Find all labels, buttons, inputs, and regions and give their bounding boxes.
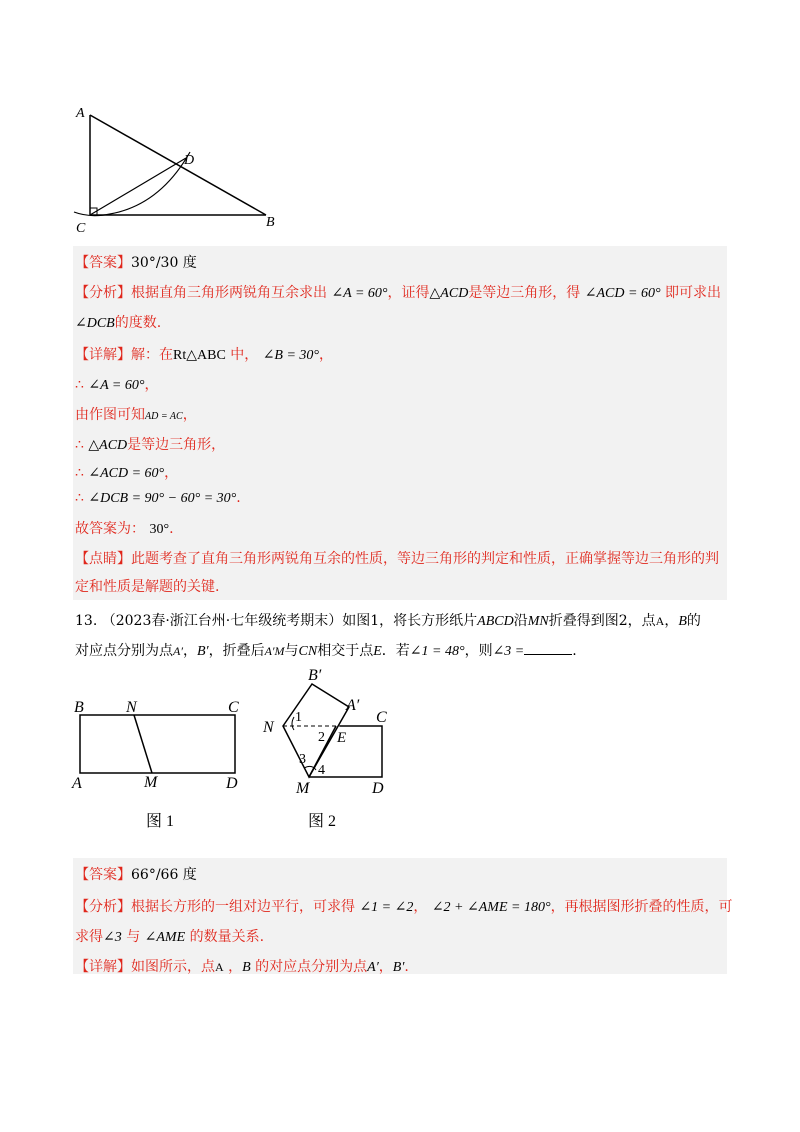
question-text: ．若	[381, 643, 410, 659]
analysis-line-2	[75, 312, 161, 332]
therefore-symbol: ∴	[75, 377, 84, 393]
fold-label-n: N	[263, 719, 274, 736]
analysis-text: ，证得	[387, 285, 430, 301]
step-1	[75, 374, 158, 394]
analysis-text: 是等边三角形，得	[468, 285, 581, 301]
fold-label-d: D	[372, 780, 384, 797]
triangle-figure	[70, 100, 290, 240]
final-answer-line	[75, 518, 174, 538]
label-b: B	[266, 215, 275, 230]
question-text: 如图	[342, 613, 371, 629]
question-text: ，点	[627, 613, 656, 629]
detail-text: 解：在	[131, 347, 173, 363]
detail-tag: 【详解】	[75, 347, 131, 363]
folded-figure	[260, 660, 400, 840]
analysis-line-4	[75, 926, 264, 946]
math-expr: MN	[527, 614, 549, 629]
question-13-line-1	[75, 610, 701, 630]
math-expr: CN	[298, 644, 318, 659]
step-text: 是等边三角形，	[127, 437, 226, 453]
math-expr: B′	[196, 644, 209, 659]
math-expr: ABCD	[477, 614, 514, 629]
answer-value: 30°/30 度	[131, 255, 197, 271]
label-a: A	[76, 106, 85, 121]
rect-label-c: C	[228, 699, 239, 716]
figure-2-caption: 图 2	[308, 813, 337, 830]
step-text: ，	[182, 407, 197, 423]
question-text: 相交于点	[317, 643, 374, 659]
rect-label-n: N	[126, 699, 137, 716]
analysis-text: ，	[413, 899, 428, 915]
analysis-line-1	[75, 282, 721, 302]
step-3	[75, 434, 225, 454]
step-text: .	[236, 490, 241, 506]
detail-tag: 【详解】	[75, 959, 131, 975]
label-d: D	[184, 153, 195, 168]
angle-1: 1	[295, 710, 302, 725]
question-text: ，将长方形纸片	[379, 613, 478, 629]
math-expr: A′	[173, 644, 183, 658]
detail-line-2	[75, 956, 409, 976]
step-text: ，	[144, 377, 159, 393]
answer-value: 66°/66 度	[131, 867, 197, 883]
answer-line-2	[75, 864, 197, 884]
fold-label-b1: B′	[308, 667, 322, 684]
math-expr: ∠AME	[144, 930, 186, 945]
detail-text: 的对应点分别为点	[255, 959, 368, 975]
therefore-symbol: ∴	[75, 465, 84, 481]
analysis-text: 即可求出	[665, 285, 721, 301]
math-expr: A′	[367, 960, 379, 975]
analysis-tag: 【分析】	[75, 285, 131, 301]
analysis-text: 的数量关系.	[189, 929, 265, 945]
question-text: .	[572, 643, 577, 659]
question-text: ，	[182, 643, 197, 659]
comment-line-2	[75, 576, 219, 596]
math-expr: AD = AC	[145, 411, 183, 422]
step-text: 由作图可知	[75, 407, 145, 423]
detail-text: ，	[319, 347, 334, 363]
analysis-text: 与	[126, 929, 141, 945]
math-expr: ∠DCB = 90° − 60° = 30°	[88, 491, 237, 506]
analysis-text: 的度数.	[114, 315, 162, 331]
question-text: 与	[284, 643, 299, 659]
final-text: 故答案为：	[75, 521, 145, 537]
question-text: 沿	[513, 613, 528, 629]
detail-text: .	[404, 959, 409, 975]
analysis-text: ，再根据图形折叠的性质，可	[550, 899, 733, 915]
comment-line-1	[75, 548, 719, 568]
question-text: 对应点分别为点	[75, 643, 173, 659]
question-number: 13.	[75, 613, 98, 629]
question-text: 折叠得到图	[548, 613, 619, 629]
answer-tag: 【答案】	[75, 867, 131, 883]
answer-tag: 【答案】	[75, 255, 131, 271]
rect-label-m: M	[144, 774, 158, 791]
math-expr: ∠1 = 48°	[409, 644, 465, 659]
math-expr: ∠A = 60°	[331, 286, 388, 301]
figure-ref: 1	[370, 613, 380, 629]
step-text: ，	[164, 465, 179, 481]
math-expr: E	[373, 644, 382, 659]
final-text: .	[169, 521, 174, 537]
therefore-symbol: ∴	[75, 437, 84, 453]
math-expr: ∠1 = ∠2	[359, 900, 414, 915]
detail-text: ，	[378, 959, 393, 975]
question-text: ，	[664, 613, 679, 629]
angle-4: 4	[318, 763, 325, 778]
detail-line	[75, 344, 333, 364]
math-expr: ∠ACD = 60°	[88, 466, 165, 481]
math-expr: 30°	[149, 522, 170, 537]
step-2	[75, 404, 197, 424]
step-4	[75, 462, 178, 482]
math-expr: A	[655, 614, 665, 628]
detail-text: 中，	[230, 347, 259, 363]
fold-label-m: M	[296, 780, 310, 797]
rect-label-b: B	[74, 699, 84, 716]
math-expr: ∠DCB	[75, 316, 115, 331]
therefore-symbol: ∴	[75, 490, 84, 506]
rectangle-figure	[70, 690, 260, 840]
detail-text: 如图所示，点	[131, 959, 215, 975]
math-expr: △ACD	[429, 286, 469, 301]
rect-label-a: A	[72, 775, 82, 792]
question-text: ，则	[464, 643, 493, 659]
math-expr: ∠ACD = 60°	[584, 286, 661, 301]
math-expr: ∠2 + ∠AME = 180°	[431, 900, 551, 915]
analysis-tag: 【分析】	[75, 899, 131, 915]
comment-text: 定和性质是解题的关键.	[75, 579, 220, 595]
math-expr: △ACD	[88, 438, 128, 453]
math-expr: A	[215, 960, 224, 974]
math-expr: B	[678, 614, 687, 629]
figure-ref: 2	[618, 613, 628, 629]
math-expr: Rt△ABC	[173, 348, 226, 363]
analysis-text: 根据长方形的一组对边平行，可求得	[131, 899, 355, 915]
analysis-text: 根据直角三角形两锐角互余求出	[131, 285, 327, 301]
math-expr: B′	[392, 960, 405, 975]
math-expr: ∠A = 60°	[88, 378, 145, 393]
question-13-line-2	[75, 640, 577, 660]
label-c: C	[76, 221, 86, 236]
math-expr: A′M	[264, 644, 285, 658]
answer-blank[interactable]	[524, 642, 572, 655]
rect-label-d: D	[226, 775, 238, 792]
analysis-text: 求得	[75, 929, 103, 945]
math-expr: ∠B = 30°	[262, 348, 320, 363]
angle-3: 3	[299, 752, 306, 767]
figure-1-caption: 图 1	[146, 813, 175, 830]
fold-label-e: E	[337, 730, 347, 746]
fold-label-c: C	[376, 709, 387, 726]
math-expr: ∠3 =	[492, 644, 525, 659]
math-expr: ∠3	[103, 930, 122, 945]
question-text: 的	[686, 613, 701, 629]
angle-2: 2	[318, 730, 325, 745]
detail-text: ，	[228, 959, 243, 975]
answer-line-1	[75, 252, 197, 272]
question-text: ，折叠后	[208, 643, 265, 659]
fold-label-a1: A′	[346, 697, 360, 714]
comment-tag: 【点睛】	[75, 551, 131, 567]
analysis-line-3	[75, 896, 733, 916]
comment-text: 此题考查了直角三角形两锐角互余的性质，等边三角形的判定和性质，正确掌握等边三角形的判	[131, 551, 719, 567]
math-expr: B	[242, 960, 251, 975]
step-5	[75, 490, 241, 507]
question-source: （2023春·浙江台州·七年级统考期末）	[101, 613, 343, 629]
